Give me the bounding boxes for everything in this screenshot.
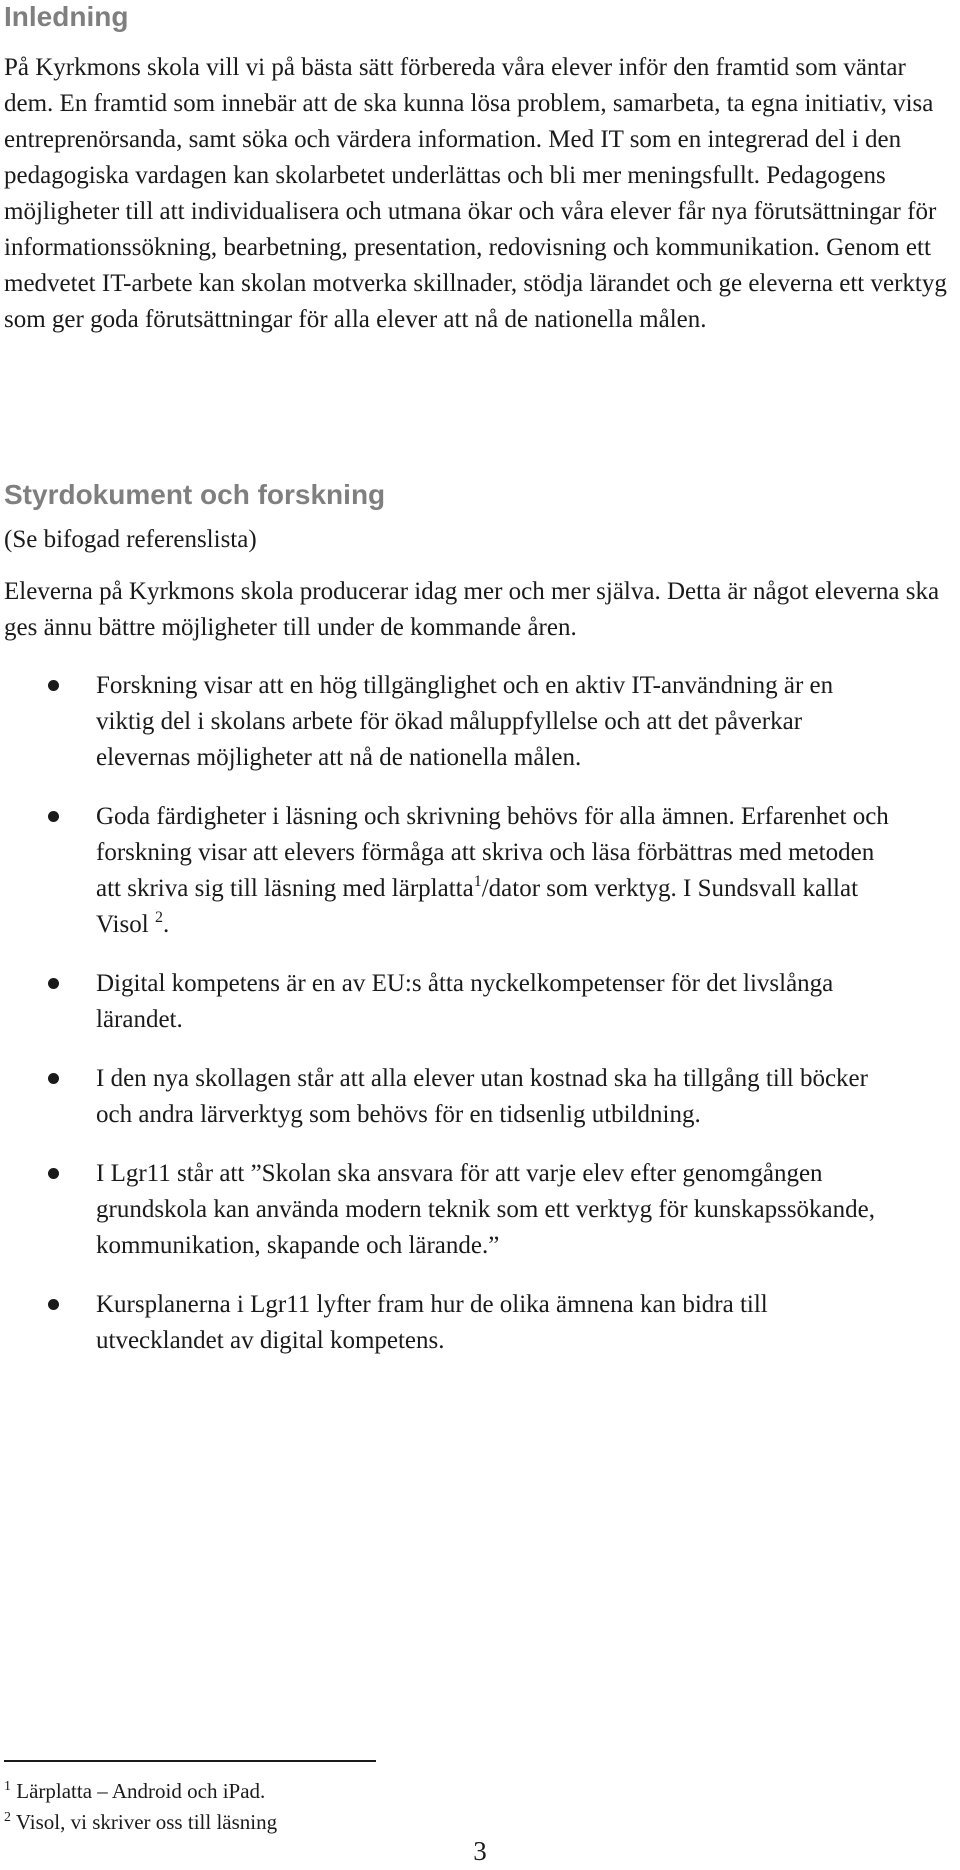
- list-item: [0, 1287, 896, 1359]
- bullet-text: I den nya skollagen står att alla elever utan kostnad ska ha tillgång till böcker och andra lärverktyg som behövs för en tidsenlig utbildning.: [96, 1065, 868, 1128]
- bullet-icon: [48, 811, 59, 822]
- heading-styrdokument: Styrdokument och forskning: [4, 479, 386, 510]
- footnote-mark: 2: [4, 1810, 11, 1825]
- list-item: [0, 966, 896, 1038]
- footnote-text: Visol, vi skriver oss till läsning: [11, 1810, 278, 1834]
- heading-inledning: Inledning: [4, 1, 129, 32]
- list-item: [0, 1156, 896, 1264]
- bullet-icon: [48, 1073, 59, 1084]
- list-item: [0, 799, 896, 943]
- list-item: [0, 1061, 896, 1133]
- footnote-1: [4, 1776, 704, 1807]
- footnote-ref-2: 2: [154, 909, 163, 926]
- footnote-mark: 1: [4, 1779, 11, 1794]
- research-bullet-list: [0, 668, 960, 1382]
- bullet-text: Goda färdigheter i läsning och skrivning behövs för alla ämnen. Erfarenhet och forskning visar att elevers förmåga att skriva och läsa förbättras med metoden att skriva sig till läsning med lärplatta: [96, 803, 889, 902]
- bullet-icon: [48, 680, 59, 691]
- footnotes: [4, 1776, 704, 1838]
- bullet-icon: [48, 978, 59, 989]
- bullet-icon: [48, 1299, 59, 1310]
- list-item: [0, 668, 896, 776]
- bullet-text: .: [162, 911, 170, 938]
- intro-paragraph: På Kyrkmons skola vill vi på bästa sätt förbereda våra elever inför den framtid som väntar dem. En framtid som innebär att de ska kunna lösa problem, samarbeta, ta egna initiativ, visa entreprenörsanda, samt söka och värdera information. Med IT som en integrerad del i den pedagogiska vardagen kan skolarbetet underlättas och bli mer meningsfullt. Pedagogens möjligheter till att individualisera och utmana ökar och våra elever får nya förutsättningar för informationssökning, bearbetning, presentation, redovisning och kommunikation. Genom ett medvetet IT-arbete kan skolan motverka skillnader, stödja lärandet och ge eleverna ett verktyg som ger goda förutsättningar för alla elever att nå de nationella målen.: [4, 54, 947, 333]
- bullet-text: Kursplanerna i Lgr11 lyfter fram hur de olika ämnena kan bidra till utvecklandet av digital kompetens.: [96, 1291, 768, 1354]
- reference-note: (Se bifogad referenslista): [4, 526, 257, 553]
- bullet-text: Digital kompetens är en av EU:s åtta nyckelkompetenser för det livslånga lärandet.: [96, 970, 834, 1033]
- bullet-text: I Lgr11 står att ”Skolan ska ansvara för att varje elev efter genomgången grundskola kan använda modern teknik som ett verktyg för kunskapssökande, kommunikation, skapande och lärande.”: [96, 1160, 875, 1259]
- footnote-ref-1: 1: [473, 873, 482, 890]
- footnote-text: Lärplatta – Android och iPad.: [11, 1779, 266, 1803]
- bullet-text: /dator som verktyg. I Sundsvall kallat Visol: [96, 875, 859, 938]
- students-paragraph: Eleverna på Kyrkmons skola producerar idag mer och mer själva. Detta är något eleverna ska ges ännu bättre möjligheter till under de kommande åren.: [4, 578, 940, 641]
- bullet-icon: [48, 1168, 59, 1179]
- footnote-divider: [4, 1760, 376, 1762]
- page-number: 3: [473, 1836, 487, 1866]
- bullet-text: Forskning visar att en hög tillgänglighet och en aktiv IT-användning är en viktig del i skolans arbete för ökad måluppfyllelse och att det påverkar elevernas möjligheter att nå de nationella målen.: [96, 672, 834, 771]
